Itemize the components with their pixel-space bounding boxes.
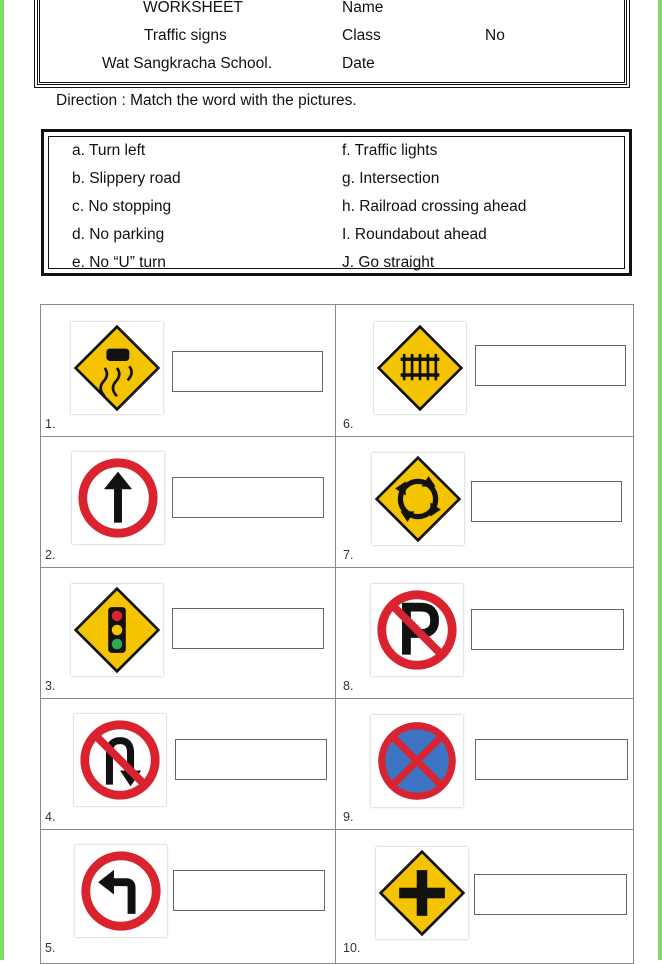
word-option-c: c. No stopping [72, 198, 172, 215]
word-option-e: e. No “U” turn [72, 254, 166, 271]
item-number-4: 4. [45, 810, 56, 824]
item-number-6: 6. [343, 417, 354, 431]
item-number-8: 8. [343, 679, 354, 693]
answer-box-9[interactable] [475, 739, 628, 780]
direction-text: Direction : Match the word with the pictures. [56, 92, 357, 109]
grid-divider-row [41, 829, 633, 830]
no-stopping-sign-icon [371, 715, 463, 807]
matching-grid [40, 304, 634, 964]
item-number-1: 1. [45, 417, 56, 431]
grid-divider-row [41, 698, 633, 699]
item-number-7: 7. [343, 548, 354, 562]
topic-title: Traffic signs [144, 27, 227, 44]
word-option-a: a. Turn left [72, 142, 146, 159]
word-option-d: d. No parking [72, 226, 165, 243]
word-option-f: f. Traffic lights [342, 142, 438, 159]
worksheet-title: WORKSHEET [143, 0, 243, 16]
school-name: Wat Sangkracha School. [102, 55, 273, 72]
item-number-5: 5. [45, 941, 56, 955]
no-parking-sign-icon [371, 584, 463, 676]
item-number-9: 9. [343, 810, 354, 824]
turn-left-sign-icon [75, 845, 167, 937]
answer-box-3[interactable] [172, 608, 324, 649]
answer-box-6[interactable] [475, 345, 626, 386]
answer-box-5[interactable] [173, 870, 325, 911]
answer-box-8[interactable] [471, 609, 624, 650]
name-label: Name [342, 0, 384, 16]
item-number-2: 2. [45, 548, 56, 562]
traffic-lights-sign-icon [71, 584, 163, 676]
word-option-j: J. Go straight [342, 254, 435, 271]
answer-box-4[interactable] [175, 739, 327, 780]
item-number-10: 10. [343, 941, 361, 955]
railroad-crossing-sign-icon [374, 322, 466, 414]
no-u-turn-sign-icon [74, 714, 166, 806]
slippery-road-sign-icon [71, 322, 163, 414]
grid-divider-row [41, 567, 633, 568]
grid-divider-vertical [335, 305, 336, 963]
class-label: Class [342, 27, 381, 44]
page-border-left [0, 0, 4, 960]
page-border-right [658, 0, 662, 960]
date-label: Date [342, 55, 375, 72]
grid-divider-row [41, 436, 633, 437]
answer-box-2[interactable] [172, 477, 324, 518]
header-box [37, 0, 627, 85]
roundabout-sign-icon [372, 453, 464, 545]
go-straight-sign-icon [72, 452, 164, 544]
answer-box-1[interactable] [172, 351, 323, 392]
item-number-3: 3. [45, 679, 56, 693]
no-label: No [485, 27, 505, 44]
word-option-b: b. Slippery road [72, 170, 181, 187]
word-option-h: h. Railroad crossing ahead [342, 198, 527, 215]
word-option-g: g. Intersection [342, 170, 440, 187]
intersection-sign-icon [376, 847, 468, 939]
word-option-i: I. Roundabout ahead [342, 226, 487, 243]
answer-box-7[interactable] [471, 481, 622, 522]
word-bank [41, 129, 632, 276]
answer-box-10[interactable] [474, 874, 627, 915]
